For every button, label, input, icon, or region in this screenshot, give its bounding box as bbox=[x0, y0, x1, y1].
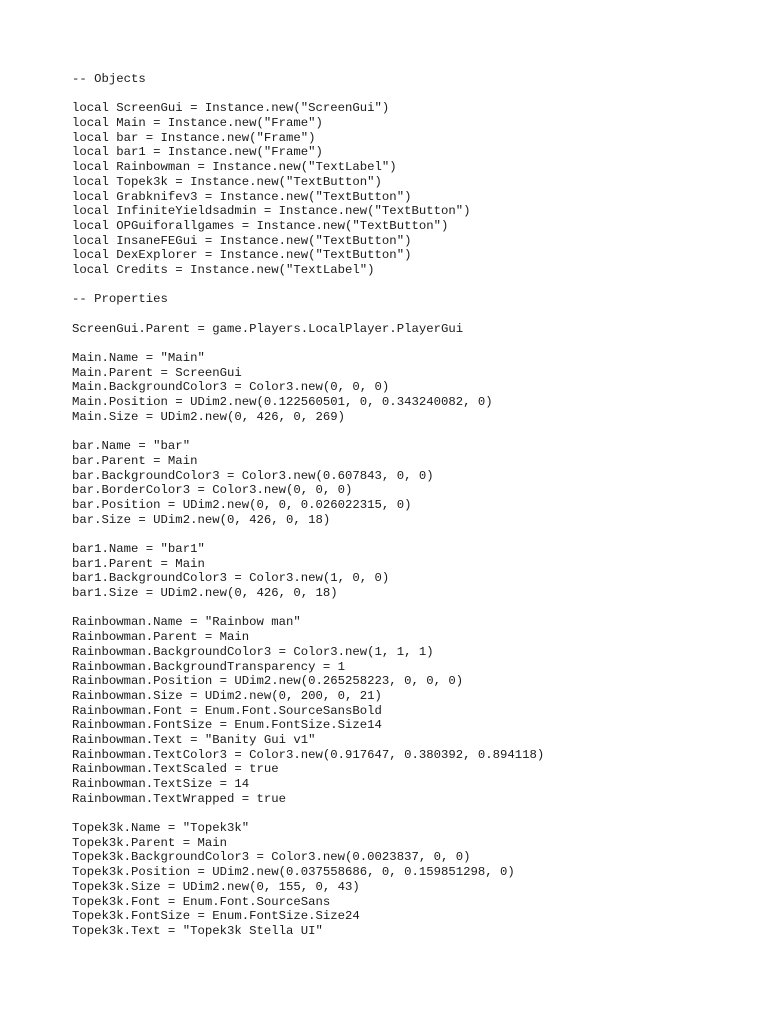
code-line: Rainbowman.TextSize = 14 bbox=[72, 777, 250, 791]
code-line: Topek3k.BackgroundColor3 = Color3.new(0.0023837, 0, 0) bbox=[72, 850, 471, 865]
code-line: Main.Name = "Main" bbox=[72, 351, 205, 366]
code-line: local ScreenGui = Instance.new("ScreenGui") bbox=[72, 101, 390, 116]
code-line: Topek3k.FontSize = Enum.FontSize.Size24 bbox=[72, 909, 360, 924]
code-line: Rainbowman.TextWrapped = true bbox=[72, 791, 287, 806]
code-line: local InfiniteYieldsadmin = Instance.new("TextButton") bbox=[72, 204, 471, 219]
blank-line bbox=[72, 336, 752, 351]
code-document bbox=[72, 72, 752, 939]
code-line: bar.Parent = Main bbox=[72, 453, 198, 468]
code-line: Topek3k.Name = "Topek3k" bbox=[72, 821, 250, 836]
code-line: Rainbowman.BackgroundColor3 = Color3.new(1, 1, 1) bbox=[72, 644, 434, 659]
code-line: -- Objects bbox=[72, 72, 146, 86]
blank-line bbox=[72, 87, 752, 102]
code-line: Rainbowman.Name = "Rainbow man" bbox=[72, 615, 301, 630]
code-line: local Main = Instance.new("Frame") bbox=[72, 116, 323, 131]
code-line: local Topek3k = Instance.new("TextButton") bbox=[72, 174, 382, 189]
code-line: local Rainbowman = Instance.new("TextLabel") bbox=[72, 160, 397, 175]
code-line: Main.Position = UDim2.new(0.122560501, 0, 0.343240082, 0) bbox=[72, 395, 493, 410]
code-line: Rainbowman.TextScaled = true bbox=[72, 762, 279, 777]
blank-line bbox=[72, 307, 752, 322]
code-line: Main.Size = UDim2.new(0, 426, 0, 269) bbox=[72, 409, 346, 424]
code-line: Topek3k.Position = UDim2.new(0.037558686, 0, 0.159851298, 0) bbox=[72, 865, 515, 880]
code-line: Main.Parent = ScreenGui bbox=[72, 365, 242, 380]
code-line: -- Properties bbox=[72, 292, 168, 307]
blank-line bbox=[72, 806, 752, 821]
code-line: Topek3k.Text = "Topek3k Stella UI" bbox=[72, 923, 323, 938]
code-line: local OPGuiforallgames = Instance.new("TextButton") bbox=[72, 218, 449, 233]
code-line: bar1.Size = UDim2.new(0, 426, 0, 18) bbox=[72, 586, 338, 601]
code-line: Main.BackgroundColor3 = Color3.new(0, 0, 0) bbox=[72, 380, 390, 395]
code-line: bar.BorderColor3 = Color3.new(0, 0, 0) bbox=[72, 483, 353, 498]
code-line: local DexExplorer = Instance.new("TextButton") bbox=[72, 248, 412, 263]
code-line: local InsaneFEGui = Instance.new("TextButton") bbox=[72, 233, 412, 248]
code-line: local bar1 = Instance.new("Frame") bbox=[72, 145, 323, 160]
code-line: local bar = Instance.new("Frame") bbox=[72, 130, 316, 145]
code-line: Rainbowman.Text = "Banity Gui v1" bbox=[72, 732, 316, 747]
code-line: Rainbowman.Size = UDim2.new(0, 200, 0, 21) bbox=[72, 688, 382, 703]
code-line: Rainbowman.BackgroundTransparency = 1 bbox=[72, 659, 346, 674]
code-line: Topek3k.Font = Enum.Font.SourceSans bbox=[72, 894, 331, 909]
code-line: Rainbowman.FontSize = Enum.FontSize.Size14 bbox=[72, 718, 382, 733]
code-line: bar1.Parent = Main bbox=[72, 556, 205, 571]
code-line: Rainbowman.Position = UDim2.new(0.265258223, 0, 0, 0) bbox=[72, 674, 464, 689]
code-line: ScreenGui.Parent = game.Players.LocalPlayer.PlayerGui bbox=[72, 321, 464, 336]
code-line: Topek3k.Parent = Main bbox=[72, 835, 227, 850]
code-line: bar.Position = UDim2.new(0, 0, 0.026022315, 0) bbox=[72, 497, 412, 512]
code-line: bar.Name = "bar" bbox=[72, 439, 191, 454]
code-line: local Credits = Instance.new("TextLabel") bbox=[72, 262, 375, 277]
blank-line bbox=[72, 425, 752, 440]
code-line: bar.Size = UDim2.new(0, 426, 0, 18) bbox=[72, 512, 331, 527]
blank-line bbox=[72, 601, 752, 616]
code-line: Rainbowman.Parent = Main bbox=[72, 630, 250, 645]
code-line: Rainbowman.TextColor3 = Color3.new(0.917647, 0.380392, 0.894118) bbox=[72, 747, 545, 762]
code-line: local Grabknifev3 = Instance.new("TextButton") bbox=[72, 189, 412, 204]
code-line: bar1.Name = "bar1" bbox=[72, 542, 205, 556]
blank-line bbox=[72, 278, 752, 293]
code-line: bar.BackgroundColor3 = Color3.new(0.607843, 0, 0) bbox=[72, 468, 434, 483]
code-line: bar1.BackgroundColor3 = Color3.new(1, 0, 0) bbox=[72, 571, 390, 586]
blank-line bbox=[72, 527, 752, 542]
code-line: Topek3k.Size = UDim2.new(0, 155, 0, 43) bbox=[72, 879, 360, 894]
code-line: Rainbowman.Font = Enum.Font.SourceSansBold bbox=[72, 703, 382, 718]
